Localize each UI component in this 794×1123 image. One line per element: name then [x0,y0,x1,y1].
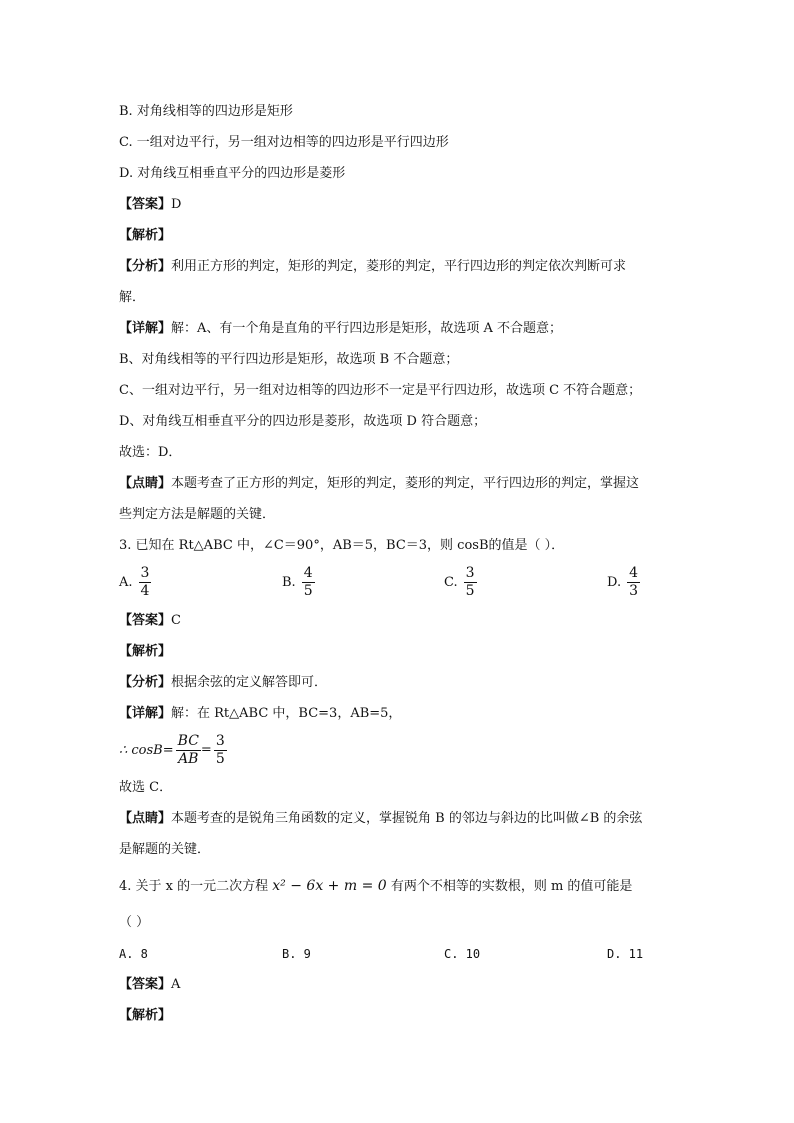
fenxi-text: 根据余弦的定义解答即可． [171,675,328,690]
q2-option-b: B. 对角线相等的四边形是矩形 [119,104,293,119]
answer-value: C [171,613,181,628]
q2-option-d: D. 对角线互相垂直平分的四边形是菱形 [119,166,346,181]
answer-value: A [171,977,181,992]
q2-xiangjie-c: C、一组对边平行，另一组对边相等的四边形不一定是平行四边形，故选项 C 不符合题意； [119,383,642,398]
fenxi-tag: 【分析】 [119,259,172,274]
q2-fenxi [119,257,626,277]
q2-fenxi-cont: 解． [119,290,146,305]
xiangjie-tag: 【详解】 [119,321,172,336]
q3-option-c: C. $\frac{3}{5}$ [444,565,475,599]
q4-paren: （ ） [119,915,150,930]
answer-tag: 【答案】 [119,977,172,992]
q2-dianjing-cont: 些判定方法是解题的关键． [119,507,276,522]
answer-tag: 【答案】 [119,613,172,628]
dianjing-tag: 【点睛】 [119,811,172,826]
dianjing-tag: 【点睛】 [119,476,172,491]
q4-jiexi-heading: 【解析】 [119,1008,172,1023]
q4-answer [119,975,180,995]
q2-option-c: C. 一组对边平行，另一组对边相等的四边形是平行四边形 [119,135,449,150]
q2-guxuan: 故选：D． [119,445,182,460]
q3-formula: ∴ cosB= $\frac{BC}{AB}$ = $\frac{3}{5}$ [119,733,225,767]
q2-answer [119,195,181,215]
q3-guxuan: 故选 C． [119,780,173,795]
q2-xiangjie [119,319,562,339]
dianjing-text: 本题考查的是锐角三角函数的定义，掌握锐角 B 的邻边与斜边的比叫做∠B 的余弦 [171,811,643,826]
fenxi-tag: 【分析】 [119,675,172,690]
dianjing-text: 本题考查了正方形的判定，矩形的判定，菱形的判定，平行四边形的判定，掌握这 [171,476,640,491]
q3-dianjing [119,809,642,829]
q3-stem: 3. 已知在 Rt△ABC 中，∠C＝90°，AB＝5，BC＝3，则 cosB的值是（ ）． [119,538,565,553]
q4-option-b: B. 9 [282,947,311,961]
q2-dianjing [119,474,639,494]
q3-option-b: B. $\frac{4}{5}$ [282,565,313,599]
q4-option-a: A. 8 [119,947,148,961]
q3-option-a: A. $\frac{3}{4}$ [119,565,150,599]
answer-value: D [171,197,182,212]
q4-option-d: D. 11 [607,947,644,961]
q3-xiangjie [119,704,401,724]
q2-xiangjie-d: D、对角线互相垂直平分的四边形是菱形，故选项 D 符合题意； [119,414,487,429]
q3-dianjing-cont: 是解题的关键． [119,842,211,857]
q3-fenxi [119,673,327,693]
xiangjie-text: 解：在 Rt△ABC 中，BC=3，AB=5， [171,706,402,721]
q2-xiangjie-b: B、对角线相等的平行四边形是矩形，故选项 B 不合题意； [119,352,459,367]
q4-stem: 4. 关于 x 的一元二次方程 x² − 6x + m = 0 有两个不相等的实数根，则 m 的值可能是 [119,878,633,894]
xiangjie-text: 解：A、有一个角是直角的平行四边形是矩形，故选项 A 不合题意； [171,321,563,336]
q2-jiexi-heading: 【解析】 [119,228,172,243]
q3-option-d: D. $\frac{4}{3}$ [607,565,639,599]
q4-option-c: C. 10 [444,947,481,961]
q4-equation: x² − 6x + m = 0 [272,878,387,894]
answer-tag: 【答案】 [119,197,172,212]
q3-jiexi-heading: 【解析】 [119,644,172,659]
xiangjie-tag: 【详解】 [119,706,172,721]
q3-answer [119,611,181,631]
fenxi-text: 利用正方形的判定，矩形的判定，菱形的判定，平行四边形的判定依次判断可求 [171,259,627,274]
